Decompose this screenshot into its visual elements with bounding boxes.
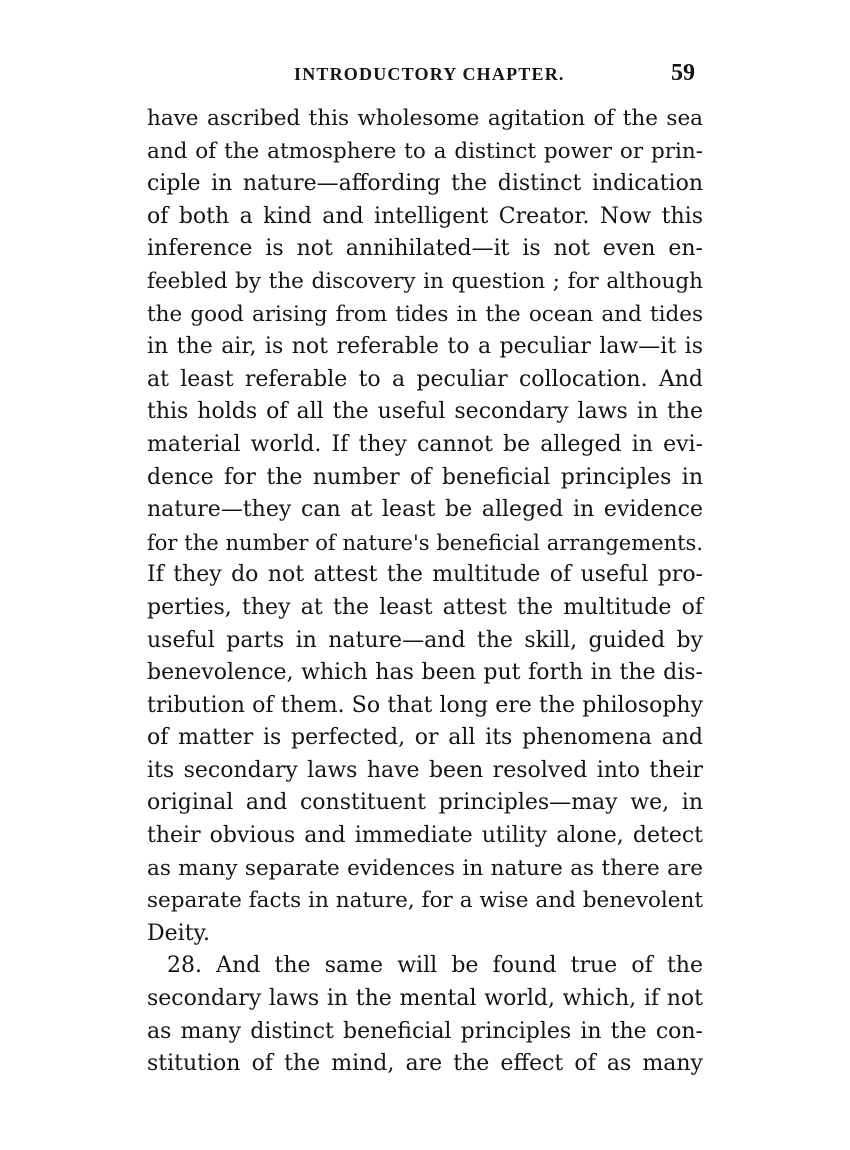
- text-line: stitution of the mind, are the effect of as many: [147, 1051, 703, 1077]
- text-line: useful parts in nature—and the skill, guided by: [147, 627, 703, 653]
- text-line: and of the atmosphere to a distinct power or prin-: [147, 138, 703, 164]
- text-line: their obvious and immediate utility alone, detect: [147, 823, 703, 849]
- text-line: secondary laws in the mental world, which, if not: [147, 986, 703, 1012]
- text-line: inference is not annihilated—it is not even en-: [147, 236, 703, 262]
- text-line: for the number of nature's beneficial arrangements.: [147, 530, 703, 555]
- text-line: separate facts in nature, for a wise and benevolent: [147, 888, 703, 914]
- body-text: [147, 103, 703, 1081]
- text-line: feebled by the discovery in question ; for although: [147, 268, 703, 294]
- text-line: material world. If they cannot be alleged in evi-: [147, 431, 703, 457]
- text-line: dence for the number of beneficial principles in: [147, 464, 703, 490]
- text-line-paragraph-end: Deity.: [147, 920, 211, 946]
- text-line: the good arising from tides in the ocean and tides: [147, 301, 703, 327]
- running-head: [146, 60, 701, 90]
- text-line: in the air, is not referable to a peculiar law—it is: [147, 334, 703, 360]
- text-line: as many separate evidences in nature as there are: [147, 855, 703, 881]
- text-line: ciple in nature—affording the distinct indication: [147, 171, 703, 197]
- text-line: of matter is perfected, or all its phenomena and: [147, 725, 703, 751]
- text-line: original and constituent principles—may we, in: [147, 790, 703, 816]
- text-line: this holds of all the useful secondary laws in the: [147, 399, 703, 425]
- text-line: perties, they at the least attest the multitude of: [147, 594, 703, 620]
- text-line: at least referable to a peculiar collocation. And: [147, 366, 703, 392]
- text-line: tribution of them. So that long ere the philosophy: [147, 692, 703, 718]
- running-title: INTRODUCTORY CHAPTER.: [294, 64, 565, 84]
- text-line-section-start: 28. And the same will be found true of the: [167, 953, 703, 979]
- text-line: benevolence, which has been put forth in the dis-: [147, 660, 703, 686]
- text-line: its secondary laws have been resolved into their: [147, 757, 703, 783]
- text-line: as many distinct beneficial principles in the con-: [147, 1018, 703, 1044]
- page-number: 59: [671, 60, 695, 86]
- text-line: nature—they can at least be alleged in evidence: [147, 497, 703, 523]
- text-line: If they do not attest the multitude of useful pro-: [147, 562, 703, 588]
- text-line: have ascribed this wholesome agitation of the sea: [147, 106, 703, 131]
- text-line: of both a kind and intelligent Creator. Now this: [147, 203, 703, 229]
